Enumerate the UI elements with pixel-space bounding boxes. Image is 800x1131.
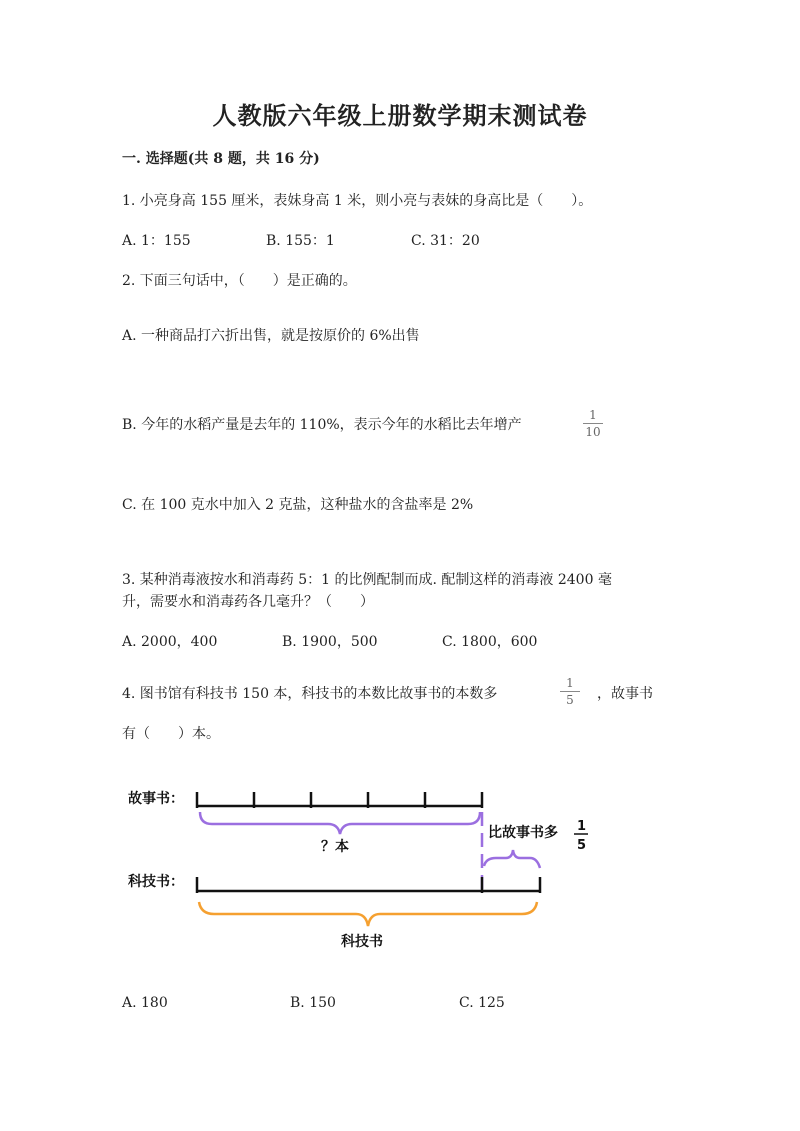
- q2-option-b[interactable]: B. 今年的水稻产量是去年的 110%，表示今年的水稻比去年增产: [122, 417, 522, 433]
- question-count-label: ？本: [321, 839, 349, 855]
- story-book-label: 故事书：: [128, 791, 184, 807]
- question-1-stem: 1. 小亮身高 155 厘米，表妹身高 1 米，则小亮与表妹的身高比是（ ）。: [122, 193, 593, 209]
- q4-option-b[interactable]: B. 150: [290, 995, 336, 1011]
- q2-fraction-numerator: 1: [589, 408, 597, 422]
- tech-book-brace-label: 科技书: [341, 934, 383, 950]
- section-heading: 一. 选择题(共 8 题，共 16 分): [122, 151, 320, 167]
- question-4-stem-line2: 有（ ）本。: [122, 726, 220, 742]
- q4-option-a[interactable]: A. 180: [122, 995, 168, 1011]
- extra-part-brace: [484, 850, 540, 868]
- page-title: 人教版六年级上册数学期末测试卷: [212, 101, 588, 130]
- question-4-stem-part2: ，故事书: [597, 686, 653, 702]
- q2-fraction-denominator: 10: [585, 425, 601, 439]
- q4-fraction-denominator: 5: [566, 693, 574, 707]
- question-4-stem-part1: 4. 图书馆有科技书 150 本，科技书的本数比故事书的本数多: [122, 686, 498, 702]
- tech-book-brace: [199, 902, 537, 926]
- tech-book-label: 科技书：: [128, 874, 184, 890]
- q4-fraction-numerator: 1: [566, 676, 574, 690]
- question-2-stem: 2. 下面三句话中，（ ）是正确的。: [122, 273, 357, 289]
- q1-option-b[interactable]: B. 155：1: [266, 233, 335, 249]
- more-than-label: 比故事书多: [488, 825, 558, 841]
- q1-option-a[interactable]: A. 1：155: [122, 233, 191, 249]
- q3-option-c[interactable]: C. 1800，600: [442, 634, 538, 650]
- q4-option-c[interactable]: C. 125: [459, 995, 505, 1011]
- story-book-brace: [200, 812, 480, 834]
- question-3-stem-line1: 3. 某种消毒液按水和消毒药 5：1 的比例配制而成. 配制这样的消毒液 2400 毫: [122, 572, 612, 588]
- q2-option-a[interactable]: A. 一种商品打六折出售，就是按原价的 6%出售: [122, 328, 420, 344]
- more-fraction-numerator: 1: [577, 819, 587, 834]
- q3-option-b[interactable]: B. 1900，500: [282, 634, 378, 650]
- q3-option-a[interactable]: A. 2000，400: [122, 634, 218, 650]
- q2-option-c[interactable]: C. 在 100 克水中加入 2 克盐，这种盐水的含盐率是 2%: [122, 497, 474, 513]
- question-3-stem-line2: 升，需要水和消毒药各几毫升？（ ）: [122, 594, 374, 610]
- q1-option-c[interactable]: C. 31：20: [411, 233, 480, 249]
- more-fraction-denominator: 5: [577, 838, 587, 853]
